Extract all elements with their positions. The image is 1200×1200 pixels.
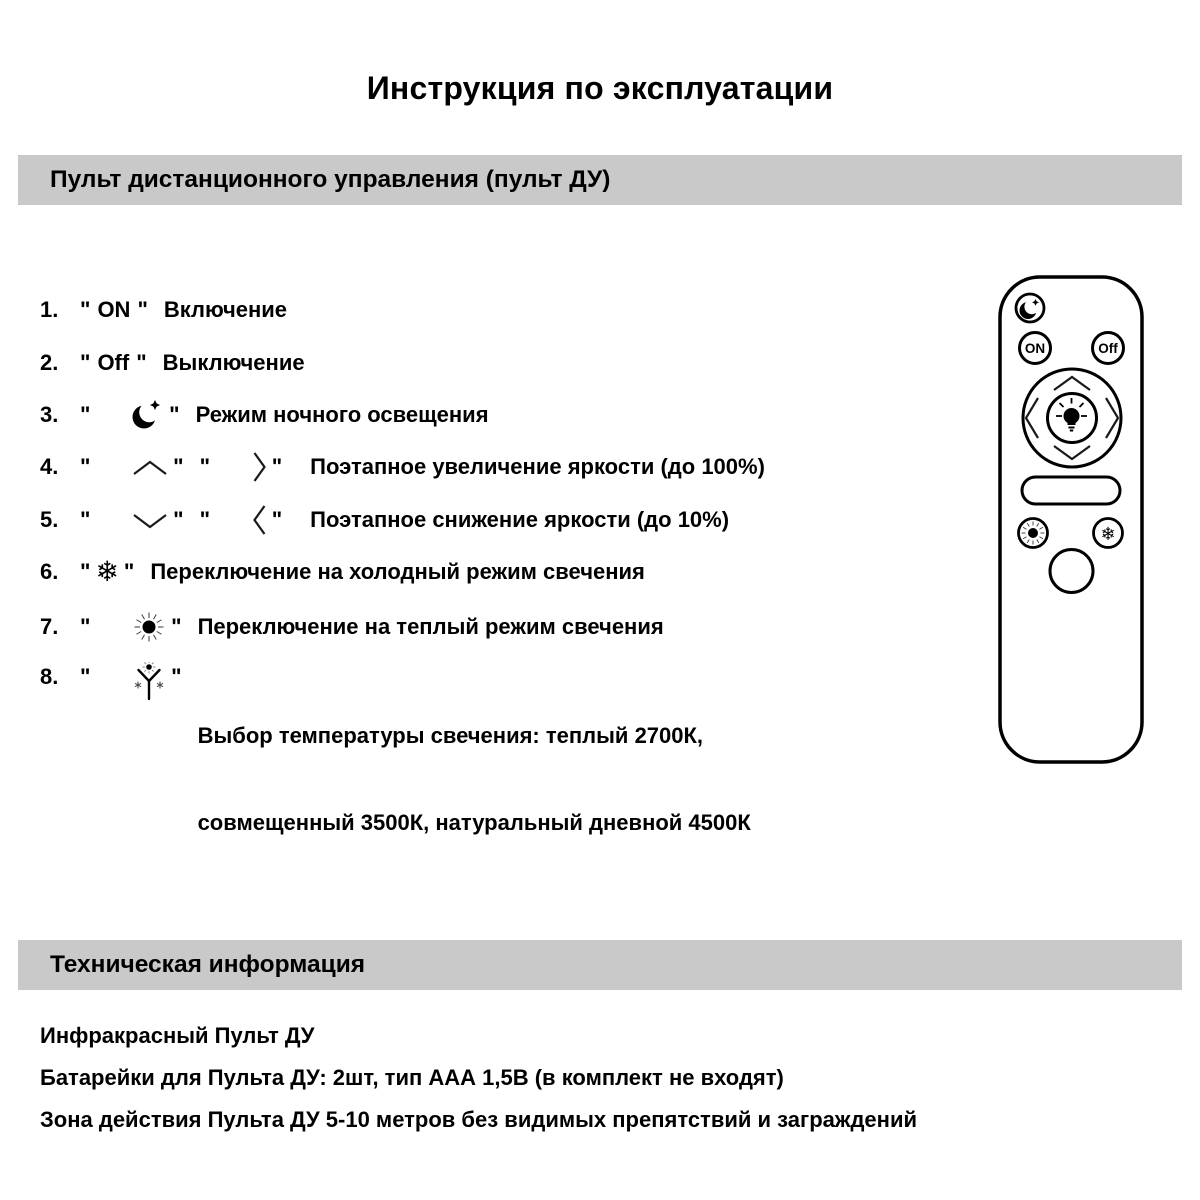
- quote-mark: ": [80, 507, 91, 532]
- quote-mark: ": [80, 297, 91, 322]
- item-number: 4.: [40, 454, 59, 479]
- quote-mark: ": [123, 559, 135, 584]
- item-number: 2.: [40, 350, 59, 375]
- tech-info-line: Инфракрасный Пульт ДУ: [40, 1023, 315, 1048]
- quote-mark: ": [271, 454, 283, 479]
- quote-mark: ": [80, 614, 91, 639]
- section-header-tech: [18, 940, 1182, 990]
- remote-off-button: [1093, 333, 1124, 364]
- quote-mark: ": [80, 350, 91, 375]
- remote-on-button: [1020, 333, 1051, 364]
- remote-warm-mode-button: [1019, 519, 1048, 548]
- quote-mark: ": [171, 664, 182, 689]
- chevron-down-icon: [94, 511, 169, 530]
- section-header-remote-label: Пульт дистанционного управления (пульт ДУ): [50, 166, 611, 193]
- quote-mark: ": [173, 454, 184, 479]
- quote-mark: ": [169, 402, 180, 427]
- chevron-up-icon: [94, 458, 169, 477]
- list-item-on: [40, 290, 287, 330]
- svg-text:ON: ON: [1024, 340, 1046, 356]
- quote-mark: ": [199, 507, 210, 532]
- quote-mark: ": [80, 402, 91, 427]
- snowflake-icon: ❄: [95, 555, 119, 588]
- list-item-cold-mode: [40, 552, 645, 592]
- remote-pill-button: [1022, 477, 1120, 504]
- item-number: 3.: [40, 402, 59, 427]
- quote-mark: ": [80, 559, 91, 584]
- item-label-block: [198, 658, 751, 895]
- quote-mark: ": [136, 350, 147, 375]
- remote-cold-mode-button: [1094, 519, 1123, 548]
- item-number: 7.: [40, 614, 59, 639]
- list-item-temperature-select: [40, 658, 751, 895]
- quote-mark: ": [80, 664, 91, 689]
- quote-mark: ": [80, 454, 91, 479]
- item-number: 5.: [40, 507, 59, 532]
- list-item-brightness-down: [40, 500, 729, 540]
- remote-night-mode-button: [1016, 294, 1044, 322]
- item-label: Режим ночного освещения: [195, 402, 489, 427]
- angle-left-icon: [214, 502, 268, 538]
- item-number: 8.: [40, 664, 59, 689]
- section-header-tech-label: Техническая информация: [50, 951, 366, 978]
- list-item-brightness-up: [40, 447, 765, 487]
- remote-control-illustration: [995, 272, 1147, 769]
- item-number: 1.: [40, 297, 59, 322]
- quote-mark: ": [171, 614, 182, 639]
- list-item-warm-mode: [40, 607, 664, 647]
- item-label: Переключение на теплый режим свечения: [197, 614, 664, 639]
- off-token: Off: [97, 350, 130, 375]
- item-label: Поэтапное увеличение яркости (до 100%): [310, 454, 765, 479]
- item-number: 6.: [40, 559, 59, 584]
- remote-nav-pad: [1023, 369, 1121, 467]
- tech-info-line: Зона действия Пульта ДУ 5-10 метров без видимых препятствий и заграждений: [40, 1107, 918, 1132]
- quote-mark: ": [271, 507, 283, 532]
- item-label: Включение: [163, 297, 288, 322]
- item-label: Выключение: [162, 350, 305, 375]
- svg-text:Off: Off: [1098, 340, 1118, 356]
- item-label: Поэтапное снижение яркости (до 10%): [310, 507, 730, 532]
- quote-mark: ": [199, 454, 210, 479]
- list-item-off: [40, 343, 305, 383]
- tech-info-line: Батарейки для Пульта ДУ: 2шт, тип ААА 1,5В (в комплект не входят): [40, 1065, 784, 1090]
- page-title: Инструкция по эксплуатации: [366, 70, 834, 106]
- angle-right-icon: [214, 449, 268, 485]
- moon-night-mode-icon: [94, 397, 165, 433]
- temperature-select-icon: [94, 662, 167, 702]
- on-token: ON: [97, 297, 131, 322]
- item-label-line2: совмещенный 3500К, натуральный дневной 4500К: [197, 810, 751, 835]
- item-label: Переключение на холодный режим свечения: [150, 559, 645, 584]
- snowflake-icon: ❄: [1100, 523, 1116, 545]
- sun-icon: [94, 609, 167, 645]
- section-header-remote: [18, 155, 1182, 205]
- item-label-line1: Выбор температуры свечения: теплый 2700К,: [197, 723, 704, 748]
- quote-mark: ": [173, 507, 184, 532]
- quote-mark: ": [137, 297, 148, 322]
- remote-extra-button: [1050, 550, 1093, 593]
- list-item-night-mode: [40, 395, 489, 435]
